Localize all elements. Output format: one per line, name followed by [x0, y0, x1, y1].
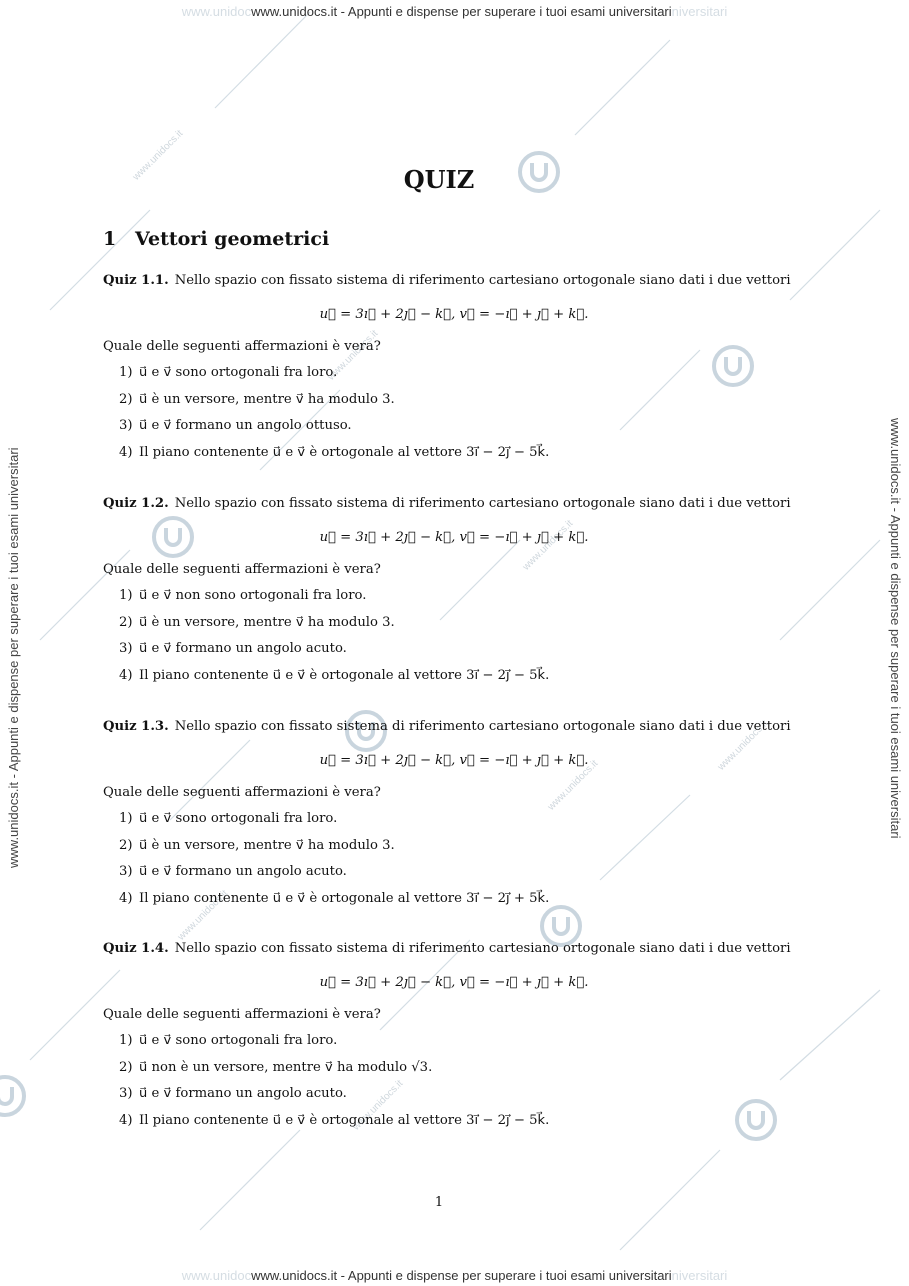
- watermark-ghost-left: www.unidoc: [181, 4, 252, 19]
- option-text: Il piano contenente u⃗ e v⃗ è ortogonale al vettore 3ı⃗ − 2ȷ⃗ − 5k⃗.: [139, 667, 550, 683]
- option-number: 2): [119, 1059, 133, 1075]
- watermark-small-7: www.unidocs.it: [545, 758, 601, 813]
- option-number: 1): [119, 588, 133, 603]
- option-text: u⃗ è un versore, mentre v⃗ ha modulo 3.: [139, 837, 395, 853]
- option-number: 3): [119, 864, 133, 879]
- option-text: u⃗ e v⃗ sono ortogonali fra loro.: [139, 811, 338, 826]
- quiz-statement: Nello spazio con fissato sistema di riferimento cartesiano ortogonale siano dati i due vettori: [174, 496, 791, 511]
- answer-option: [119, 614, 783, 641]
- option-text: Il piano contenente u⃗ e v⃗ è ortogonale al vettore 3ı⃗ − 2ȷ⃗ + 5k⃗.: [139, 890, 550, 906]
- answer-option: [119, 1085, 783, 1112]
- option-number: 1): [119, 1033, 133, 1048]
- quiz-statement-line: [103, 272, 791, 290]
- answer-option: [119, 667, 783, 694]
- answer-option: [119, 364, 783, 391]
- vector-equation: u⃗ = 3ı⃗ + 2ȷ⃗ − k⃗, v⃗ = −ı⃗ + ȷ⃗ + k⃗.: [319, 753, 589, 768]
- quiz-question: Quale delle seguenti affermazioni è vera?: [103, 785, 381, 800]
- quiz-statement: Nello spazio con fissato sistema di riferimento cartesiano ortogonale siano dati i due vettori: [174, 941, 791, 956]
- option-number: 1): [119, 811, 133, 826]
- answer-options: [103, 1032, 783, 1138]
- watermark-side-right: www.unidocs.it - Appunti e dispense per superare i tuoi esami universitari: [888, 418, 903, 839]
- answer-option: [119, 587, 783, 614]
- watermark-ghost-left: www.unidoc: [181, 1268, 252, 1283]
- quiz-block: [103, 940, 791, 1138]
- answer-options: [103, 810, 783, 916]
- option-text: u⃗ e v⃗ formano un angolo acuto.: [139, 1086, 347, 1101]
- option-number: 2): [119, 837, 133, 853]
- unidocs-logo-icon: [0, 1073, 28, 1119]
- answer-option: [119, 1112, 783, 1139]
- quiz-label: Quiz 1.3.: [103, 719, 169, 734]
- answer-option: [119, 837, 783, 864]
- option-text: u⃗ e v⃗ sono ortogonali fra loro.: [139, 1033, 338, 1048]
- watermark-small-4: www.unidocs.it: [715, 718, 771, 773]
- option-text: u⃗ è un versore, mentre v⃗ ha modulo 3.: [139, 391, 395, 407]
- watermark-footer-text: www.unidocs.it - Appunti e dispense per superare i tuoi esami universitari: [251, 1268, 672, 1283]
- section-number: 1: [103, 228, 117, 250]
- page-number: 1: [434, 1195, 444, 1210]
- watermark-side-left: www.unidocs.it - Appunti e dispense per superare i tuoi esami universitari: [6, 447, 21, 868]
- option-number: 2): [119, 391, 133, 407]
- answer-options: [103, 587, 783, 693]
- answer-option: [119, 810, 783, 837]
- watermark-header: [0, 4, 909, 19]
- quiz-question: Quale delle seguenti affermazioni è vera?: [103, 339, 381, 354]
- quiz-block: [103, 272, 791, 470]
- quiz-label: Quiz 1.1.: [103, 273, 169, 288]
- watermark-small-3: www.unidocs.it: [520, 518, 576, 573]
- watermark-ghost-right: niversitari: [671, 4, 728, 19]
- option-number: 3): [119, 641, 133, 656]
- option-number: 4): [119, 667, 133, 683]
- answer-option: [119, 391, 783, 418]
- watermark-footer: [0, 1268, 909, 1283]
- quiz-block: [103, 495, 791, 693]
- option-text: u⃗ e v⃗ sono ortogonali fra loro.: [139, 365, 338, 380]
- quiz-statement-line: [103, 718, 791, 736]
- option-text: u⃗ e v⃗ formano un angolo acuto.: [139, 864, 347, 879]
- watermark-small-6: www.unidocs.it: [350, 1078, 406, 1133]
- section-title: Vettori geometrici: [135, 228, 330, 250]
- option-number: 1): [119, 365, 133, 380]
- option-number: 2): [119, 614, 133, 630]
- quiz-question: Quale delle seguenti affermazioni è vera?: [103, 562, 381, 577]
- quiz-label: Quiz 1.2.: [103, 496, 169, 511]
- quiz-statement-line: [103, 940, 791, 958]
- option-text: Il piano contenente u⃗ e v⃗ è ortogonale al vettore 3ı⃗ − 2ȷ⃗ − 5k⃗.: [139, 444, 550, 460]
- quiz-question: Quale delle seguenti affermazioni è vera?: [103, 1007, 381, 1022]
- document-title: QUIZ: [403, 165, 475, 194]
- answer-option: [119, 640, 783, 667]
- vector-equation: u⃗ = 3ı⃗ + 2ȷ⃗ − k⃗, v⃗ = −ı⃗ + ȷ⃗ + k⃗.: [319, 975, 589, 990]
- vector-equation: u⃗ = 3ı⃗ + 2ȷ⃗ − k⃗, v⃗ = −ı⃗ + ȷ⃗ + k⃗.: [319, 530, 589, 545]
- option-number: 3): [119, 1086, 133, 1101]
- answer-options: [103, 364, 783, 470]
- option-text: u⃗ e v⃗ non sono ortogonali fra loro.: [139, 588, 367, 603]
- quiz-label: Quiz 1.4.: [103, 941, 169, 956]
- watermark-small-5: www.unidocs.it: [175, 888, 231, 943]
- option-text: Il piano contenente u⃗ e v⃗ è ortogonale al vettore 3ı⃗ − 2ȷ⃗ − 5k⃗.: [139, 1112, 550, 1128]
- watermark-ghost-right: niversitari: [671, 1268, 728, 1283]
- watermark-header-text: www.unidocs.it - Appunti e dispense per superare i tuoi esami universitari: [251, 4, 672, 19]
- answer-option: [119, 890, 783, 917]
- section-heading: [103, 228, 329, 250]
- quiz-block: [103, 718, 791, 916]
- answer-option: [119, 444, 783, 471]
- answer-option: [119, 1032, 783, 1059]
- option-text: u⃗ non è un versore, mentre v⃗ ha modulo √3.: [139, 1059, 433, 1075]
- vector-equation: u⃗ = 3ı⃗ + 2ȷ⃗ − k⃗, v⃗ = −ı⃗ + ȷ⃗ + k⃗.: [319, 307, 589, 322]
- option-text: u⃗ è un versore, mentre v⃗ ha modulo 3.: [139, 614, 395, 630]
- option-number: 3): [119, 418, 133, 433]
- option-number: 4): [119, 1112, 133, 1128]
- option-number: 4): [119, 890, 133, 906]
- quiz-statement-line: [103, 495, 791, 513]
- answer-option: [119, 417, 783, 444]
- watermark-small-1: www.unidocs.it: [130, 128, 186, 183]
- quiz-statement: Nello spazio con fissato sistema di riferimento cartesiano ortogonale siano dati i due vettori: [174, 719, 791, 734]
- option-number: 4): [119, 444, 133, 460]
- option-text: u⃗ e v⃗ formano un angolo ottuso.: [139, 418, 352, 433]
- quiz-statement: Nello spazio con fissato sistema di riferimento cartesiano ortogonale siano dati i due vettori: [174, 273, 791, 288]
- option-text: u⃗ e v⃗ formano un angolo acuto.: [139, 641, 347, 656]
- answer-option: [119, 863, 783, 890]
- watermark-small-2: www.unidocs.it: [325, 328, 381, 383]
- answer-option: [119, 1059, 783, 1086]
